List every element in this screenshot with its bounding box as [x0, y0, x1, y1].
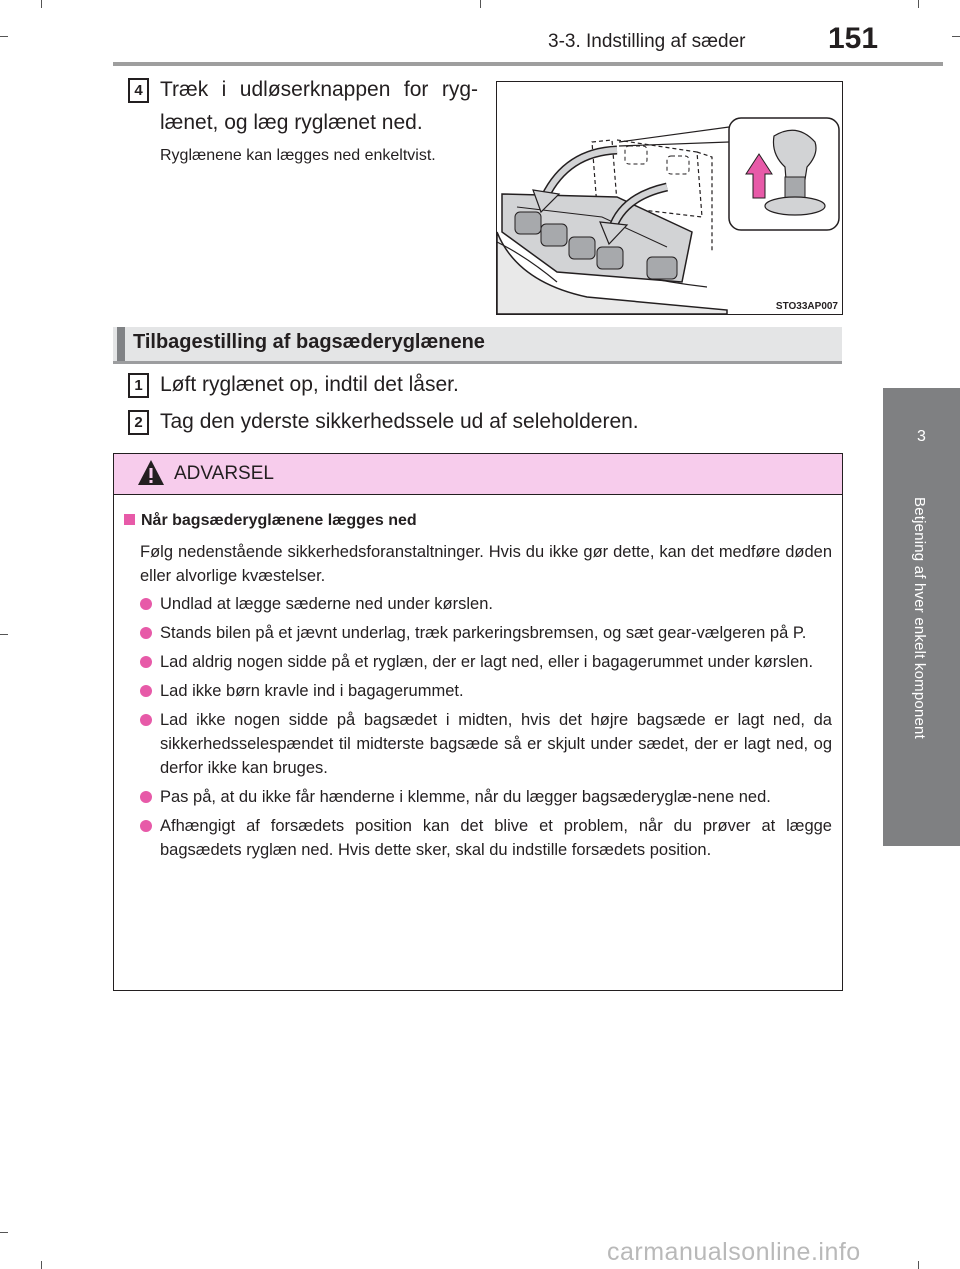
header-rule: [113, 62, 943, 66]
page-number: 151: [828, 22, 879, 55]
list-item: Lad ikke nogen sidde på bagsædet i midten, hvis det højre bagsæde er lagt ned, da sikkerhedsselespændet til midterste bagsæde så er skjult under sædet, der er lagt ned, og derfor ikke kan bruges.: [140, 708, 832, 780]
list-item: Lad ikke børn kravle ind i bagagerummet.: [140, 679, 832, 703]
step-number-4: 4: [128, 78, 149, 103]
warning-subheading: [124, 512, 417, 530]
bullet-dot-icon: [140, 656, 152, 668]
step-number-2: 2: [128, 410, 149, 435]
step-2-text: Tag den yderste sikkerhedssele ud af seleholderen.: [160, 410, 639, 433]
crop-mark: [918, 0, 919, 8]
chapter-title: Betjening af hver enkelt komponent: [911, 497, 928, 739]
bullet-dot-icon: [140, 598, 152, 610]
crop-mark: [41, 0, 42, 8]
step-4-line-1: Træk i udløserknappen for ryg-: [160, 78, 478, 101]
step-4-line-2: lænet, og læg ryglænet ned.: [160, 111, 423, 134]
crop-mark: [0, 36, 8, 37]
list-item: Undlad at lægge sæderne ned under kørslen.: [140, 592, 832, 616]
section-title: 3-3. Indstilling af sæder: [548, 31, 746, 52]
list-item: Lad aldrig nogen sidde på et ryglæn, der er lagt ned, eller i bagagerummet under kørslen.: [140, 650, 832, 674]
seat-fold-illustration: [496, 81, 843, 315]
warning-box: [113, 453, 843, 991]
bullet-dot-icon: [140, 685, 152, 697]
step-4-note: Ryglænene kan lægges ned enkeltvist.: [160, 147, 436, 164]
chapter-number: 3: [917, 428, 926, 445]
crop-mark: [41, 1261, 42, 1269]
bullet-dot-icon: [140, 714, 152, 726]
bullet-dot-icon: [140, 627, 152, 639]
chapter-tab: [883, 388, 960, 846]
crop-mark: [0, 634, 8, 635]
step-1-text: Løft ryglænet op, indtil det låser.: [160, 373, 459, 396]
watermark: carmanualsonline.info: [607, 1238, 861, 1266]
list-item: Afhængigt af forsædets position kan det blive et problem, når du prøver at lægge bagsædets ryglæn ned. Hvis dette sker, skal du indstille forsædets position.: [140, 814, 832, 862]
warning-subheading-text: Når bagsæderyglænene lægges ned: [141, 512, 417, 529]
subsection-bar: [117, 327, 125, 361]
subsection-heading: [113, 327, 842, 364]
crop-mark: [952, 36, 960, 37]
figure-id: STO33AP007: [775, 301, 838, 312]
warning-bullet-list: [140, 592, 832, 867]
warning-label: ADVARSEL: [174, 463, 274, 484]
crop-mark: [918, 1261, 919, 1269]
list-item: Pas på, at du ikke får hænderne i klemme, når du lægger bagsæderyglæ-nene ned.: [140, 785, 832, 809]
bullet-dot-icon: [140, 791, 152, 803]
crop-mark: [0, 1232, 8, 1233]
crop-mark: [480, 0, 481, 8]
bullet-dot-icon: [140, 820, 152, 832]
seat-illustration-drawing: [497, 82, 842, 314]
warning-intro: Følg nedenstående sikkerhedsforanstaltninger. Hvis du ikke gør dette, kan det medføre døden eller alvorlige kvæstelser.: [140, 543, 832, 585]
step-number-1: 1: [128, 373, 149, 398]
subsection-title: Tilbagestilling af bagsæderyglænene: [133, 331, 485, 353]
warning-header: [114, 454, 842, 495]
list-item: Stands bilen på et jævnt underlag, træk parkeringsbremsen, og sæt gear-vælgeren på P.: [140, 621, 832, 645]
square-bullet-icon: [124, 514, 135, 525]
warning-triangle-icon: [136, 458, 166, 488]
step-4-text: [160, 73, 478, 139]
